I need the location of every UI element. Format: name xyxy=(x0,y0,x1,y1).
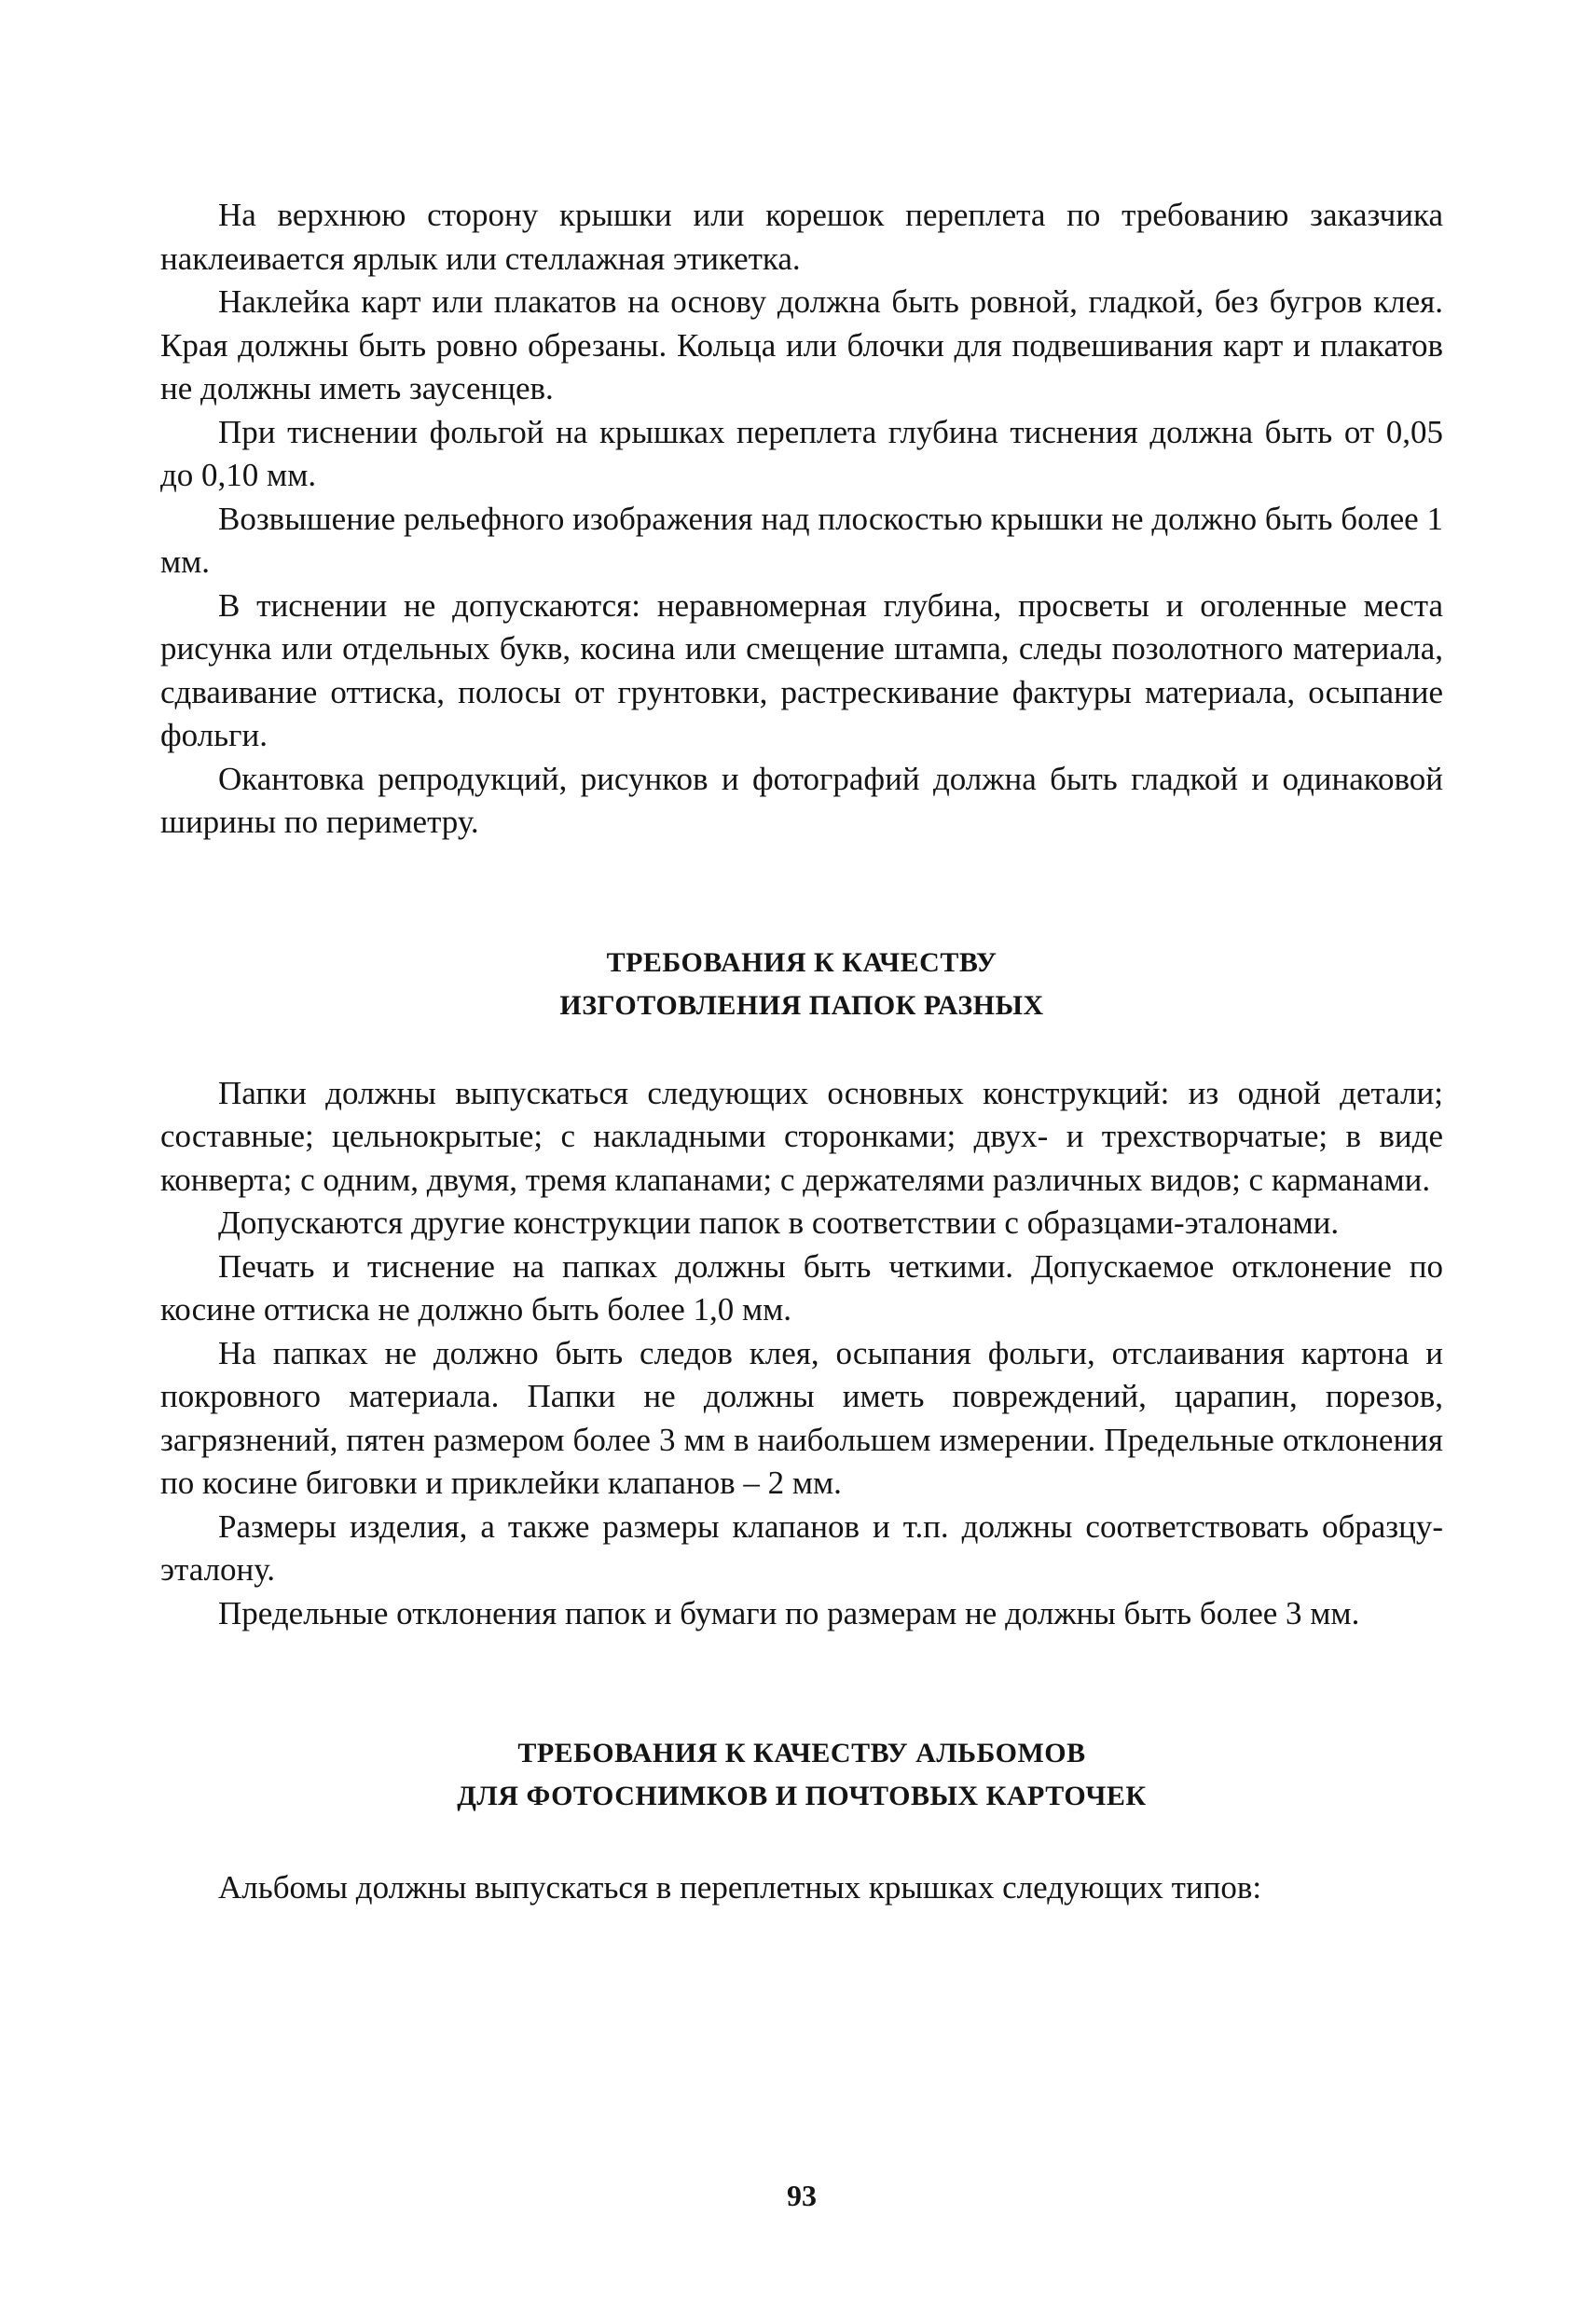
section-folders xyxy=(160,942,1443,1636)
paragraph-folder-other: Допускаются другие конструкции папок в соответствии с образцами-эталонами. xyxy=(218,1204,1340,1241)
paragraph-relief: Возвышение рельефного изображения над плоскостью крышки не должно быть более 1 мм. xyxy=(160,500,1443,580)
paragraph-embossing-defects: В тиснении не допускаются: неравномерная глубина, просветы и оголенные места рисунка или отдельных букв, косина или смещение штампа, следы позолотного материала, сдваивание оттиска, полосы от грунтовки, растрескивание фактуры материала, осыпание фольги. xyxy=(160,586,1443,753)
section-albums-title-line1: ТРЕБОВАНИЯ К КАЧЕСТВУ АЛЬБОМОВ xyxy=(517,1738,1086,1768)
section-albums xyxy=(160,1732,1443,1910)
page-number: 93 xyxy=(787,2179,817,2212)
section-albums-title-line2: ДЛЯ ФОТОСНИМКОВ И ПОЧТОВЫХ КАРТОЧЕК xyxy=(457,1781,1147,1811)
paragraph-folder-sizes: Размеры изделия, а также размеры клапанов и т.п. должны соответствовать образцу-эталону. xyxy=(160,1507,1443,1588)
paragraph-folder-designs: Папки должны выпускаться следующих основных конструкций: из одной детали; составные; цельнокрытые; с накладными сторонками; двух- и трехстворчатые; в виде конверта; с одним, двумя, тремя клапанами; с держателями различных видов; с карманами. xyxy=(160,1074,1443,1198)
paragraph-edging: Окантовка репродукций, рисунков и фотографий должна быть гладкой и одинаковой ширины по периметру. xyxy=(160,760,1443,840)
paragraph-album-covers: Альбомы должны выпускаться в переплетных крышках следующих типов: xyxy=(218,1869,1262,1906)
paragraph-mounting: Наклейка карт или плакатов на основу должна быть ровной, гладкой, без бугров клея. Края должны быть ровно обрезаны. Кольца или блочки для подвешивания карт и плакатов не должны иметь заусенцев. xyxy=(160,283,1443,406)
intro-block xyxy=(160,194,1443,845)
paragraph-label: На верхнюю сторону крышки или корешок переплета по требованию заказчика наклеивается ярлык или стеллажная этикетка. xyxy=(160,197,1443,277)
section-folders-title-line1: ТРЕБОВАНИЯ К КАЧЕСТВУ xyxy=(606,946,998,978)
paragraph-foil-depth: При тиснении фольгой на крышках переплета глубина тиснения должна быть от 0,05 до 0,10 мм. xyxy=(160,413,1443,493)
paragraph-folder-defects: На папках не должно быть следов клея, осыпания фольги, отслаивания картона и покровного материала. Папки не должны иметь повреждений, царапин, порезов, загрязнений, пятен размером более 3 мм в наибольшем измерении. Предельные отклонения по косине биговки и приклейки клапанов – 2 мм. xyxy=(160,1334,1443,1501)
section-folders-title-line2: ИЗГОТОВЛЕНИЯ ПАПОК РАЗНЫХ xyxy=(559,989,1044,1021)
paragraph-folder-tolerance: Предельные отклонения папок и бумаги по размерам не должны быть более 3 мм. xyxy=(218,1594,1360,1631)
paragraph-folder-print: Печать и тиснение на папках должны быть четкими. Допускаемое отклонение по косине оттиска не должно быть более 1,0 мм. xyxy=(160,1247,1443,1328)
document-page xyxy=(160,194,1443,2282)
